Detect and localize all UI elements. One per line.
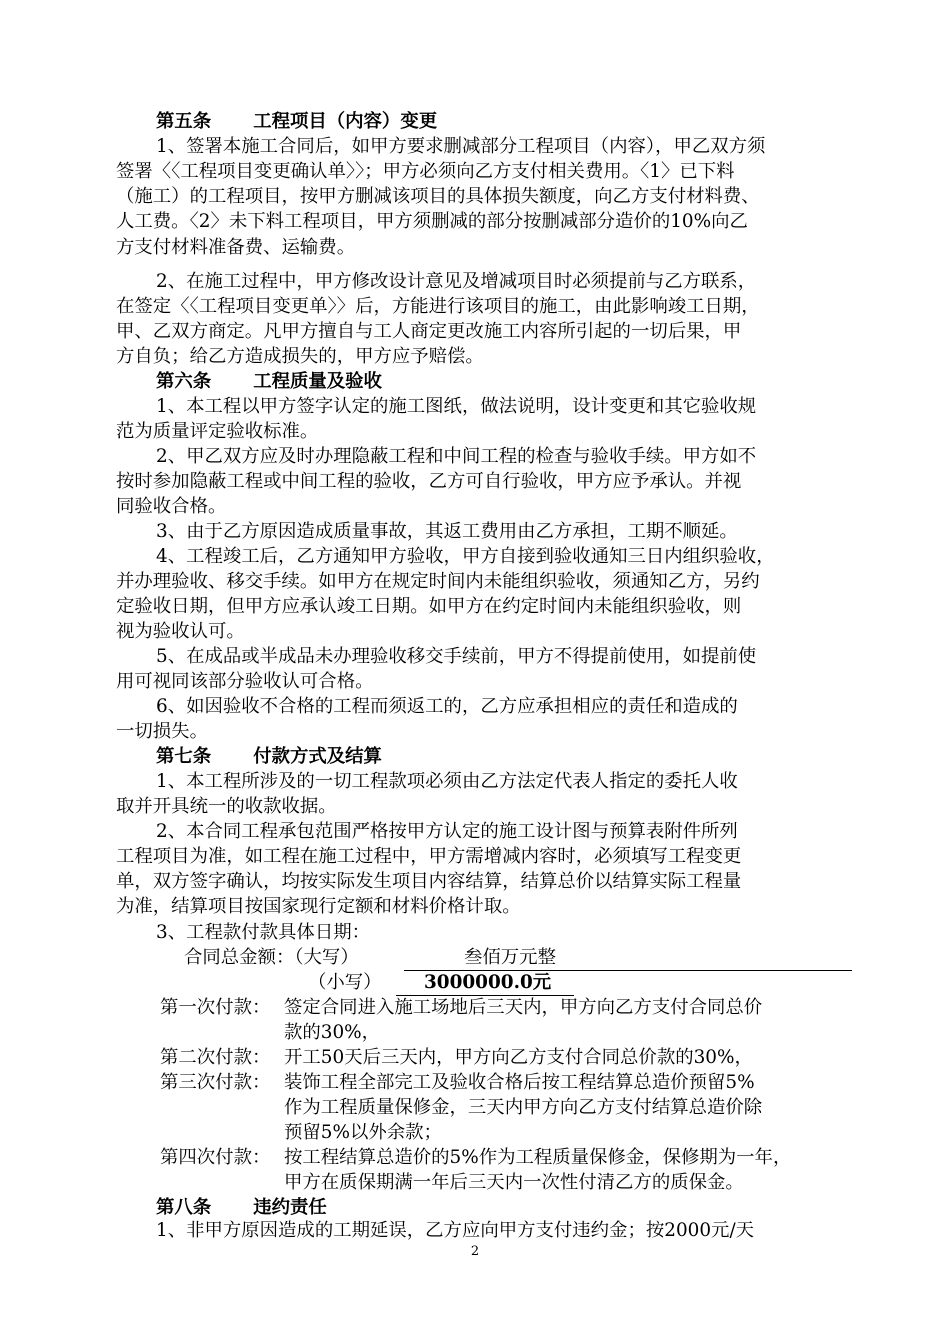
payment-3-line: 装饰工程全部完工及验收合格后按工程结算总造价预留5% (284, 1072, 755, 1093)
payment-4-label: 第四次付款： (160, 1147, 271, 1168)
paragraph-line: 1、签署本施工合同后，如甲方要求删减部分工程项目（内容），甲乙双方须 (156, 136, 766, 157)
paragraph-line: 1、本工程所涉及的一切工程款项必须由乙方法定代表人指定的委托人收 (156, 771, 738, 792)
paragraph-line: 方支付材料准备费、运输费。 (116, 237, 356, 258)
payment-1-line: 款的30%， (284, 1022, 381, 1043)
payment-1-line: 签定合同进入施工场地后三天内，甲方向乙方支付合同总价 (284, 997, 763, 1018)
section-7-heading (156, 744, 900, 770)
payment-3-line: 预留5%以外余款； (284, 1122, 442, 1143)
section-5-number: 第五条 (156, 111, 212, 132)
paragraph-line: 一切损失。 (116, 721, 208, 742)
payment-2-line: 开工50天后三天内，甲方向乙方支付合同总价款的30%， (284, 1047, 753, 1068)
payment-3-line: 作为工程质量保修金，三天内甲方向乙方支付结算总造价除 (284, 1097, 763, 1118)
paragraph-line: 甲、乙双方商定。凡甲方擅自与工人商定更改施工内容所引起的一切后果，甲 (116, 321, 742, 342)
payment-2-label: 第二次付款： (160, 1047, 271, 1068)
paragraph-line: （施工）的工程项目，按甲方删减该项目的具体损失额度，向乙方支付材料费、 (116, 186, 760, 207)
paragraph-line: 4、工程竣工后，乙方通知甲方验收，甲方自接到验收通知三日内组织验收， (156, 546, 775, 567)
paragraph-line: 在签定〈〈工程项目变更单〉〉后，方能进行该项目的施工，由此影响竣工日期， (116, 296, 760, 317)
paragraph-line: 1、非甲方原因造成的工期延误，乙方应向甲方支付违约金；按2000元/天 (156, 1220, 755, 1241)
paragraph-line: 2、本合同工程承包范围严格按甲方认定的施工设计图与预算表附件所列 (156, 821, 738, 842)
paragraph-line: 人工费。〈2〉未下料工程项目，甲方须删减的部分按删减部分造价的10%向乙 (116, 211, 748, 232)
contract-total-number: 3000000.0元 (396, 970, 574, 996)
paragraph-line: 2、甲乙双方应及时办理隐蔽工程和中间工程的检查与验收手续。甲方如不 (156, 446, 757, 467)
paragraph-line: 视为验收认可。 (116, 621, 245, 642)
paragraph-line: 范为质量评定验收标准。 (116, 421, 319, 442)
paragraph-line: 3、工程款付款具体日期： (156, 922, 370, 943)
paragraph-line: 6、如因验收不合格的工程而须返工的，乙方应承担相应的责任和造成的 (156, 696, 738, 717)
paragraph-line: 方自负；给乙方造成损失的，甲方应予赔偿。 (116, 346, 484, 367)
paragraph-line: 单，双方签字确认，均按实际发生项目内容结算，结算总价以结算实际工程量 (116, 871, 742, 892)
contract-total-label: 合同总金额：（大写） (184, 947, 359, 968)
section-5-title: 工程项目（内容）变更 (253, 111, 438, 132)
paragraph-line: 为准，结算项目按国家现行定额和材料价格计取。 (116, 896, 521, 917)
page-number: 2 (470, 1244, 480, 1259)
paragraph-line: 5、在成品或半成品未办理验收移交手续前，甲方不得提前使用，如提前使 (156, 646, 757, 667)
paragraph-line: 同验收合格。 (116, 496, 227, 517)
contract-total-small-label: （小写） (308, 972, 382, 993)
paragraph-line: 取并开具统一的收款收据。 (116, 796, 337, 817)
payment-4-line: 甲方在质保期满一年后三天内一次性付清乙方的质保金。 (284, 1172, 744, 1193)
section-6-heading (156, 369, 900, 395)
paragraph-line: 工程项目为准，如工程在施工过程中，甲方需增减内容时，必须填写工程变更 (116, 846, 742, 867)
paragraph-line: 3、由于乙方原因造成质量事故，其返工费用由乙方承担，工期不顺延。 (156, 521, 738, 542)
paragraph-line: 签署〈〈工程项目变更确认单〉〉；甲方必须向乙方支付相关费用。〈1〉已下料 (116, 161, 735, 182)
section-8-title: 违约责任 (253, 1197, 327, 1218)
paragraph-line: 定验收日期，但甲方应承认竣工日期。如甲方在约定时间内未能组织验收，则 (116, 596, 742, 617)
section-7-number: 第七条 (156, 746, 212, 767)
paragraph-line: 并办理验收、移交手续。如甲方在规定时间内未能组织验收，须通知乙方，另约 (116, 571, 760, 592)
paragraph-line: 按时参加隐蔽工程或中间工程的验收，乙方可自行验收，甲方应予承认。并视 (116, 471, 742, 492)
paragraph-line: 2、在施工过程中，甲方修改设计意见及增减项目时必须提前与乙方联系， (156, 271, 757, 292)
section-8-number: 第八条 (156, 1197, 212, 1218)
section-6-title: 工程质量及验收 (253, 371, 382, 392)
payment-3-label: 第三次付款： (160, 1072, 271, 1093)
section-6-number: 第六条 (156, 371, 212, 392)
paragraph-line: 1、本工程以甲方签字认定的施工图纸，做法说明，设计变更和其它验收规 (156, 396, 757, 417)
payment-4-line: 按工程结算总造价的5%作为工程质量保修金，保修期为一年， (284, 1147, 792, 1168)
contract-total-words: 叁佰万元整 (404, 945, 852, 971)
payment-1-label: 第一次付款： (160, 997, 271, 1018)
section-7-title: 付款方式及结算 (253, 746, 382, 767)
paragraph-line: 用可视同该部分验收认可合格。 (116, 671, 374, 692)
section-5-heading (156, 109, 900, 135)
